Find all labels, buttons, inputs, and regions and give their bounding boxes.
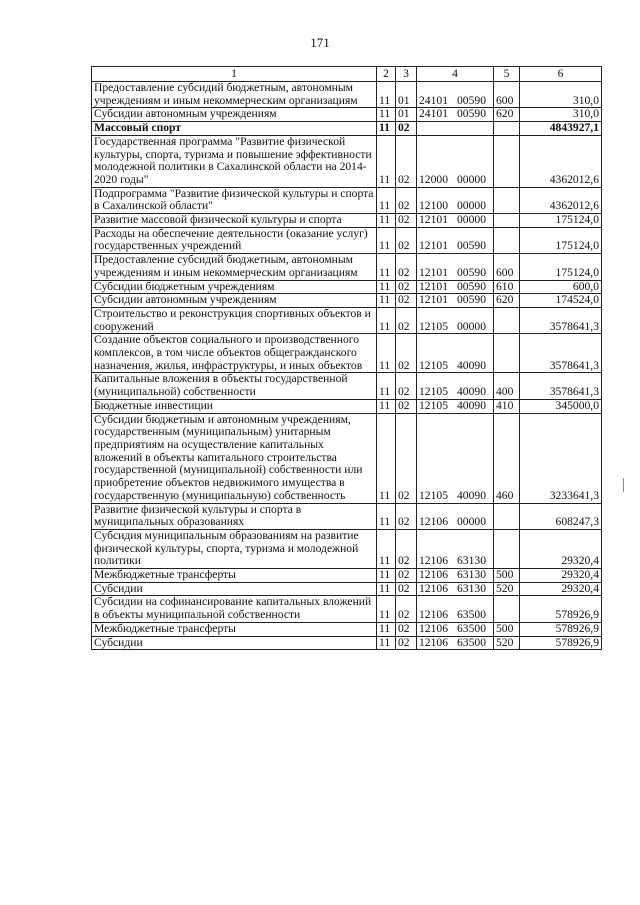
table-row bbox=[92, 413, 602, 503]
row-target-code bbox=[417, 596, 494, 622]
row-section: 11 bbox=[377, 334, 396, 373]
row-subsection: 02 bbox=[396, 254, 417, 280]
target-code-part-b: 40090 bbox=[457, 399, 486, 412]
row-subsection: 02 bbox=[396, 135, 417, 187]
row-name: Государственная программа "Развитие физической культуры, спорта, туризма и повышение эффективности молодежной политики в Сахалинской области на 2014-2020 годы" bbox=[92, 135, 377, 187]
row-name: Массовый спорт bbox=[92, 122, 377, 136]
row-name: Создание объектов социального и производственного комплексов, в том числе объектов общегражданского назначения, жилья, инфраструктуры, и иных объектов bbox=[92, 334, 377, 373]
target-code-part-b: 00000 bbox=[457, 199, 486, 213]
row-amount: 608247,3 bbox=[520, 503, 602, 529]
table-row bbox=[92, 122, 602, 136]
row-section: 11 bbox=[377, 214, 396, 228]
row-target-code bbox=[417, 622, 494, 636]
row-expense-type: 520 bbox=[494, 582, 520, 596]
target-code-part-a: 12105 bbox=[419, 319, 448, 333]
target-code-part-a: 12106 bbox=[419, 582, 448, 595]
row-amount: 578926,9 bbox=[520, 622, 602, 636]
header-cell-3: 3 bbox=[396, 67, 417, 82]
row-section: 11 bbox=[377, 280, 396, 294]
target-code-part-b: 00000 bbox=[457, 213, 486, 227]
row-section: 11 bbox=[377, 373, 396, 399]
row-subsection: 01 bbox=[396, 82, 417, 108]
row-subsection: 01 bbox=[396, 108, 417, 122]
row-section: 11 bbox=[377, 529, 396, 568]
row-section: 11 bbox=[377, 227, 396, 253]
target-code-part-a: 12106 bbox=[419, 622, 448, 635]
budget-table bbox=[91, 66, 602, 650]
row-target-code bbox=[417, 122, 494, 136]
row-name: Предоставление субсидий бюджетным, автономным учреждениям и иным некоммерческим организациям bbox=[92, 254, 377, 280]
row-amount: 310,0 bbox=[520, 108, 602, 122]
row-subsection: 02 bbox=[396, 280, 417, 294]
row-target-code bbox=[417, 636, 494, 650]
row-name: Субсидии на софинансирование капитальных вложений в объекты муниципальной собственности bbox=[92, 596, 377, 622]
row-section: 11 bbox=[377, 294, 396, 308]
row-target-code bbox=[417, 254, 494, 280]
target-code-part-a: 24101 bbox=[419, 93, 448, 107]
row-name: Бюджетные инвестиции bbox=[92, 399, 377, 413]
table-row bbox=[92, 108, 602, 122]
row-amount: 175124,0 bbox=[520, 254, 602, 280]
row-section: 11 bbox=[377, 254, 396, 280]
table-row bbox=[92, 622, 602, 636]
header-cell-5: 5 bbox=[494, 67, 520, 82]
target-code-part-a: 12105 bbox=[419, 399, 448, 412]
target-code-part-b: 40090 bbox=[457, 488, 486, 502]
row-expense-type bbox=[494, 187, 520, 213]
target-code-part-b: 00000 bbox=[457, 319, 486, 333]
row-expense-type bbox=[494, 307, 520, 333]
row-name: Развитие массовой физической культуры и спорта bbox=[92, 214, 377, 228]
row-subsection: 02 bbox=[396, 596, 417, 622]
row-subsection: 02 bbox=[396, 122, 417, 136]
row-amount: 4843927,1 bbox=[520, 122, 602, 136]
row-name: Расходы на обеспечение деятельности (оказание услуг) государственных учреждений bbox=[92, 227, 377, 253]
target-code-part-b: 00590 bbox=[457, 107, 486, 121]
row-section: 11 bbox=[377, 503, 396, 529]
table-row bbox=[92, 254, 602, 280]
margin-mark bbox=[623, 478, 627, 492]
row-name: Межбюджетные трансферты bbox=[92, 569, 377, 583]
row-section: 11 bbox=[377, 399, 396, 413]
row-subsection: 02 bbox=[396, 227, 417, 253]
target-code-part-a: 12106 bbox=[419, 568, 448, 582]
row-section: 11 bbox=[377, 636, 396, 650]
target-code-part-a: 12100 bbox=[419, 199, 448, 213]
row-expense-type: 410 bbox=[494, 399, 520, 413]
row-section: 11 bbox=[377, 122, 396, 136]
row-section: 11 bbox=[377, 135, 396, 187]
row-target-code bbox=[417, 503, 494, 529]
row-amount: 29320,4 bbox=[520, 529, 602, 568]
row-expense-type: 610 bbox=[494, 280, 520, 294]
table-row bbox=[92, 529, 602, 568]
row-section: 11 bbox=[377, 622, 396, 636]
row-amount: 29320,4 bbox=[520, 569, 602, 583]
row-expense-type: 620 bbox=[494, 294, 520, 308]
target-code-part-a: 12000 bbox=[419, 172, 448, 186]
target-code-part-b: 00590 bbox=[457, 239, 486, 253]
row-name: Строительство и реконструкция спортивных объектов и сооружений bbox=[92, 307, 377, 333]
row-expense-type bbox=[494, 596, 520, 622]
row-subsection: 02 bbox=[396, 582, 417, 596]
row-subsection: 02 bbox=[396, 569, 417, 583]
row-expense-type bbox=[494, 529, 520, 568]
row-amount: 3233641,3 bbox=[520, 413, 602, 503]
row-target-code bbox=[417, 108, 494, 122]
row-amount: 4362012,6 bbox=[520, 135, 602, 187]
row-amount: 175124,0 bbox=[520, 227, 602, 253]
row-amount: 578926,9 bbox=[520, 596, 602, 622]
row-name: Предоставление субсидий бюджетным, автономным учреждениям и иным некоммерческим организациям bbox=[92, 82, 377, 108]
target-code-part-b: 00590 bbox=[457, 293, 486, 307]
table-row bbox=[92, 280, 602, 294]
table-row bbox=[92, 294, 602, 308]
table-row bbox=[92, 636, 602, 650]
row-name: Субсидия муниципальным образованиям на развитие физической культуры, спорта, туризма и молодежной политики bbox=[92, 529, 377, 568]
row-target-code bbox=[417, 280, 494, 294]
target-code-part-b: 00590 bbox=[457, 265, 486, 279]
row-target-code bbox=[417, 227, 494, 253]
row-subsection: 02 bbox=[396, 622, 417, 636]
row-amount: 600,0 bbox=[520, 280, 602, 294]
row-subsection: 02 bbox=[396, 373, 417, 399]
row-section: 11 bbox=[377, 108, 396, 122]
row-target-code bbox=[417, 135, 494, 187]
table-row bbox=[92, 227, 602, 253]
row-amount: 174524,0 bbox=[520, 294, 602, 308]
row-name: Субсидии автономным учреждениям bbox=[92, 108, 377, 122]
row-amount: 4362012,6 bbox=[520, 187, 602, 213]
target-code-part-b: 63500 bbox=[457, 622, 486, 635]
row-expense-type bbox=[494, 334, 520, 373]
table-row bbox=[92, 334, 602, 373]
row-section: 11 bbox=[377, 187, 396, 213]
table-row bbox=[92, 82, 602, 108]
table-row bbox=[92, 399, 602, 413]
header-cell-1: 1 bbox=[92, 67, 377, 82]
table-row bbox=[92, 596, 602, 622]
row-name: Субсидии bbox=[92, 636, 377, 650]
target-code-part-a: 12101 bbox=[419, 213, 448, 227]
row-name: Субсидии автономным учреждениям bbox=[92, 294, 377, 308]
row-expense-type bbox=[494, 135, 520, 187]
target-code-part-a: 12105 bbox=[419, 358, 448, 372]
row-target-code bbox=[417, 214, 494, 228]
table-row bbox=[92, 214, 602, 228]
table-row bbox=[92, 569, 602, 583]
table-body bbox=[92, 82, 602, 650]
row-subsection: 02 bbox=[396, 399, 417, 413]
row-name: Субсидии бюджетным учреждениям bbox=[92, 280, 377, 294]
row-amount: 3578641,3 bbox=[520, 334, 602, 373]
row-subsection: 02 bbox=[396, 187, 417, 213]
target-code-part-a: 12105 bbox=[419, 488, 448, 502]
target-code-part-a: 12106 bbox=[419, 515, 448, 529]
target-code-part-b: 63500 bbox=[457, 608, 486, 622]
target-code-part-a: 24101 bbox=[419, 107, 448, 121]
row-expense-type: 620 bbox=[494, 108, 520, 122]
header-cell-6: 6 bbox=[520, 67, 602, 82]
row-amount: 175124,0 bbox=[520, 214, 602, 228]
row-expense-type: 520 bbox=[494, 636, 520, 650]
row-expense-type: 500 bbox=[494, 569, 520, 583]
table-row bbox=[92, 373, 602, 399]
row-section: 11 bbox=[377, 307, 396, 333]
row-amount: 345000,0 bbox=[520, 399, 602, 413]
row-name: Развитие физической культуры и спорта в муниципальных образованиях bbox=[92, 503, 377, 529]
header-cell-4: 4 bbox=[417, 67, 494, 82]
table-row bbox=[92, 503, 602, 529]
row-subsection: 02 bbox=[396, 413, 417, 503]
target-code-part-a: 12106 bbox=[419, 636, 448, 649]
row-expense-type: 600 bbox=[494, 254, 520, 280]
row-expense-type: 400 bbox=[494, 373, 520, 399]
header-cell-2: 2 bbox=[377, 67, 396, 82]
row-target-code bbox=[417, 569, 494, 583]
target-code-part-b: 00590 bbox=[457, 93, 486, 107]
row-target-code bbox=[417, 82, 494, 108]
target-code-part-a: 12101 bbox=[419, 280, 448, 293]
row-expense-type bbox=[494, 214, 520, 228]
target-code-part-a: 12101 bbox=[419, 265, 448, 279]
row-target-code bbox=[417, 413, 494, 503]
row-section: 11 bbox=[377, 569, 396, 583]
row-subsection: 02 bbox=[396, 334, 417, 373]
target-code-part-a: 12101 bbox=[419, 293, 448, 307]
row-subsection: 02 bbox=[396, 636, 417, 650]
row-subsection: 02 bbox=[396, 307, 417, 333]
target-code-part-b: 00000 bbox=[457, 172, 486, 186]
row-section: 11 bbox=[377, 413, 396, 503]
row-expense-type bbox=[494, 122, 520, 136]
row-amount: 3578641,3 bbox=[520, 307, 602, 333]
target-code-part-b: 63130 bbox=[457, 554, 486, 568]
row-amount: 3578641,3 bbox=[520, 373, 602, 399]
row-expense-type: 500 bbox=[494, 622, 520, 636]
table-row bbox=[92, 582, 602, 596]
row-amount: 578926,9 bbox=[520, 636, 602, 650]
target-code-part-a: 12101 bbox=[419, 239, 448, 253]
row-target-code bbox=[417, 294, 494, 308]
row-target-code bbox=[417, 334, 494, 373]
row-target-code bbox=[417, 307, 494, 333]
row-target-code bbox=[417, 399, 494, 413]
row-target-code bbox=[417, 582, 494, 596]
target-code-part-b: 63500 bbox=[457, 636, 486, 649]
row-target-code bbox=[417, 529, 494, 568]
row-subsection: 02 bbox=[396, 529, 417, 568]
row-expense-type: 460 bbox=[494, 413, 520, 503]
row-amount: 310,0 bbox=[520, 82, 602, 108]
table-row bbox=[92, 307, 602, 333]
target-code-part-b: 00000 bbox=[457, 515, 486, 529]
row-subsection: 02 bbox=[396, 214, 417, 228]
row-expense-type: 600 bbox=[494, 82, 520, 108]
row-expense-type bbox=[494, 503, 520, 529]
row-amount: 29320,4 bbox=[520, 582, 602, 596]
row-subsection: 02 bbox=[396, 294, 417, 308]
row-section: 11 bbox=[377, 596, 396, 622]
row-name: Субсидии bbox=[92, 582, 377, 596]
target-code-part-a: 12105 bbox=[419, 385, 448, 399]
row-expense-type bbox=[494, 227, 520, 253]
target-code-part-b: 63130 bbox=[457, 568, 486, 582]
table-row bbox=[92, 187, 602, 213]
row-name: Подпрограмма "Развитие физической культуры и спорта в Сахалинской области" bbox=[92, 187, 377, 213]
target-code-part-a: 12106 bbox=[419, 554, 448, 568]
target-code-part-b: 40090 bbox=[457, 358, 486, 372]
header-row bbox=[92, 67, 602, 82]
row-subsection: 02 bbox=[396, 503, 417, 529]
target-code-part-b: 00590 bbox=[457, 280, 486, 293]
page-number: 171 bbox=[310, 35, 330, 50]
table-row bbox=[92, 135, 602, 187]
row-name: Капитальные вложения в объекты государственной (муниципальной) собственности bbox=[92, 373, 377, 399]
row-name: Субсидии бюджетным и автономным учреждениям, государственным (муниципальным) унитарным предприятиям на осуществление капитальных вложений в объекты капитального строительства государственной (муниципальной) собственности или приобретение объектов недвижимого имущества в государственную (муниципальную) собственность bbox=[92, 413, 377, 503]
row-name: Межбюджетные трансферты bbox=[92, 622, 377, 636]
row-target-code bbox=[417, 187, 494, 213]
row-section: 11 bbox=[377, 582, 396, 596]
target-code-part-b: 40090 bbox=[457, 385, 486, 399]
target-code-part-a: 12106 bbox=[419, 608, 448, 622]
target-code-part-b: 63130 bbox=[457, 582, 486, 595]
row-section: 11 bbox=[377, 82, 396, 108]
row-target-code bbox=[417, 373, 494, 399]
